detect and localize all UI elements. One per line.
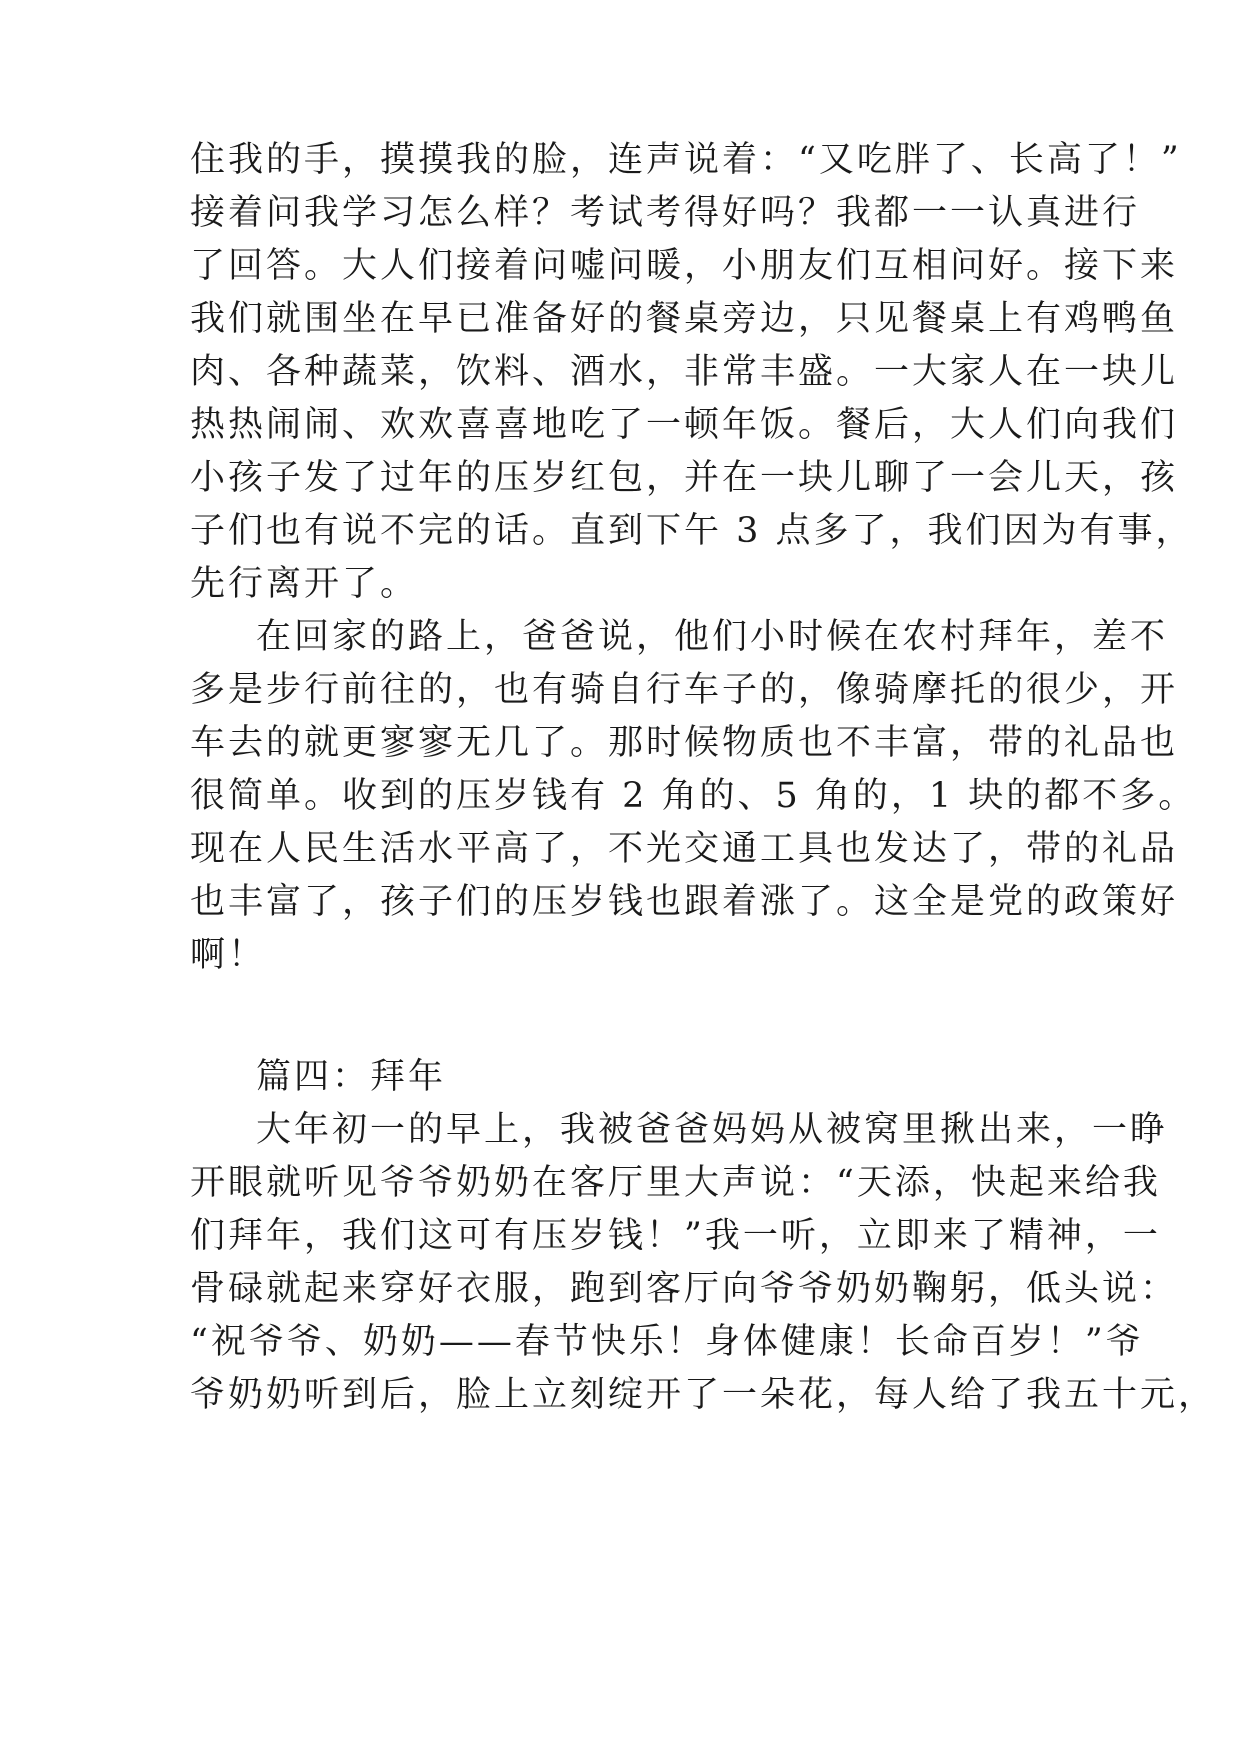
paragraph-1-line-7: 小孩子发了过年的压岁红包，并在一块儿聊了一会儿天，孩 [190,458,1179,498]
paragraph-1-line-9: 先行离开了。 [190,564,419,604]
paragraph-1-line-8: 子们也有说不完的话。直到下午 3 点多了，我们因为有事， [190,511,1194,551]
section-title: 篇四：拜年 [256,1057,447,1097]
paragraph-3-line-3: 们拜年，我们这可有压岁钱！”我一听，立即来了精神，一 [190,1216,1161,1256]
paragraph-1-line-6: 热热闹闹、欢欢喜喜地吃了一顿年饭。餐后，大人们向我们 [190,405,1179,445]
paragraph-2-line-5: 现在人民生活水平高了，不光交通工具也发达了，带的礼品 [190,829,1179,869]
paragraph-2-line-6: 也丰富了，孩子们的压岁钱也跟着涨了。这全是党的政策好 [190,882,1179,922]
paragraph-3-line-4: 骨碌就起来穿好衣服，跑到客厅向爷爷奶奶鞠躬，低头说： [190,1269,1179,1309]
paragraph-3-line-1: 大年初一的早上，我被爸爸妈妈从被窝里揪出来，一睁 [256,1110,1169,1150]
paragraph-1-line-5: 肉、各种蔬菜，饮料、酒水，非常丰盛。一大家人在一块儿 [190,352,1179,392]
paragraph-2-line-4: 很简单。收到的压岁钱有 2 角的、5 角的，1 块的都不多。 [190,776,1197,816]
paragraph-2-line-1: 在回家的路上，爸爸说，他们小时候在农村拜年，差不 [256,617,1169,657]
paragraph-1-line-1: 住我的手，摸摸我的脸，连声说着：“又吃胖了、长高了！” [190,140,1182,180]
paragraph-1-line-3: 了回答。大人们接着问嘘问暖，小朋友们互相问好。接下来 [190,246,1179,286]
paragraph-3-line-5: “祝爷爷、奶奶——春节快乐！身体健康！长命百岁！”爷 [190,1322,1144,1362]
paragraph-1-line-4: 我们就围坐在早已准备好的餐桌旁边，只见餐桌上有鸡鸭鱼 [190,299,1179,339]
paragraph-1-line-2: 接着问我学习怎么样？考试考得好吗？我都一一认真进行 [190,193,1141,233]
paragraph-3-line-6: 爷奶奶听到后，脸上立刻绽开了一朵花，每人给了我五十元， [190,1375,1217,1415]
paragraph-3-line-2: 开眼就听见爷爷奶奶在客厅里大声说：“天添，快起来给我 [190,1163,1161,1203]
paragraph-2-line-3: 车去的就更寥寥无几了。那时候物质也不丰富，带的礼品也 [190,723,1179,763]
paragraph-2-line-2: 多是步行前往的，也有骑自行车子的，像骑摩托的很少，开 [190,670,1179,710]
paragraph-2-line-7: 啊！ [190,935,267,975]
